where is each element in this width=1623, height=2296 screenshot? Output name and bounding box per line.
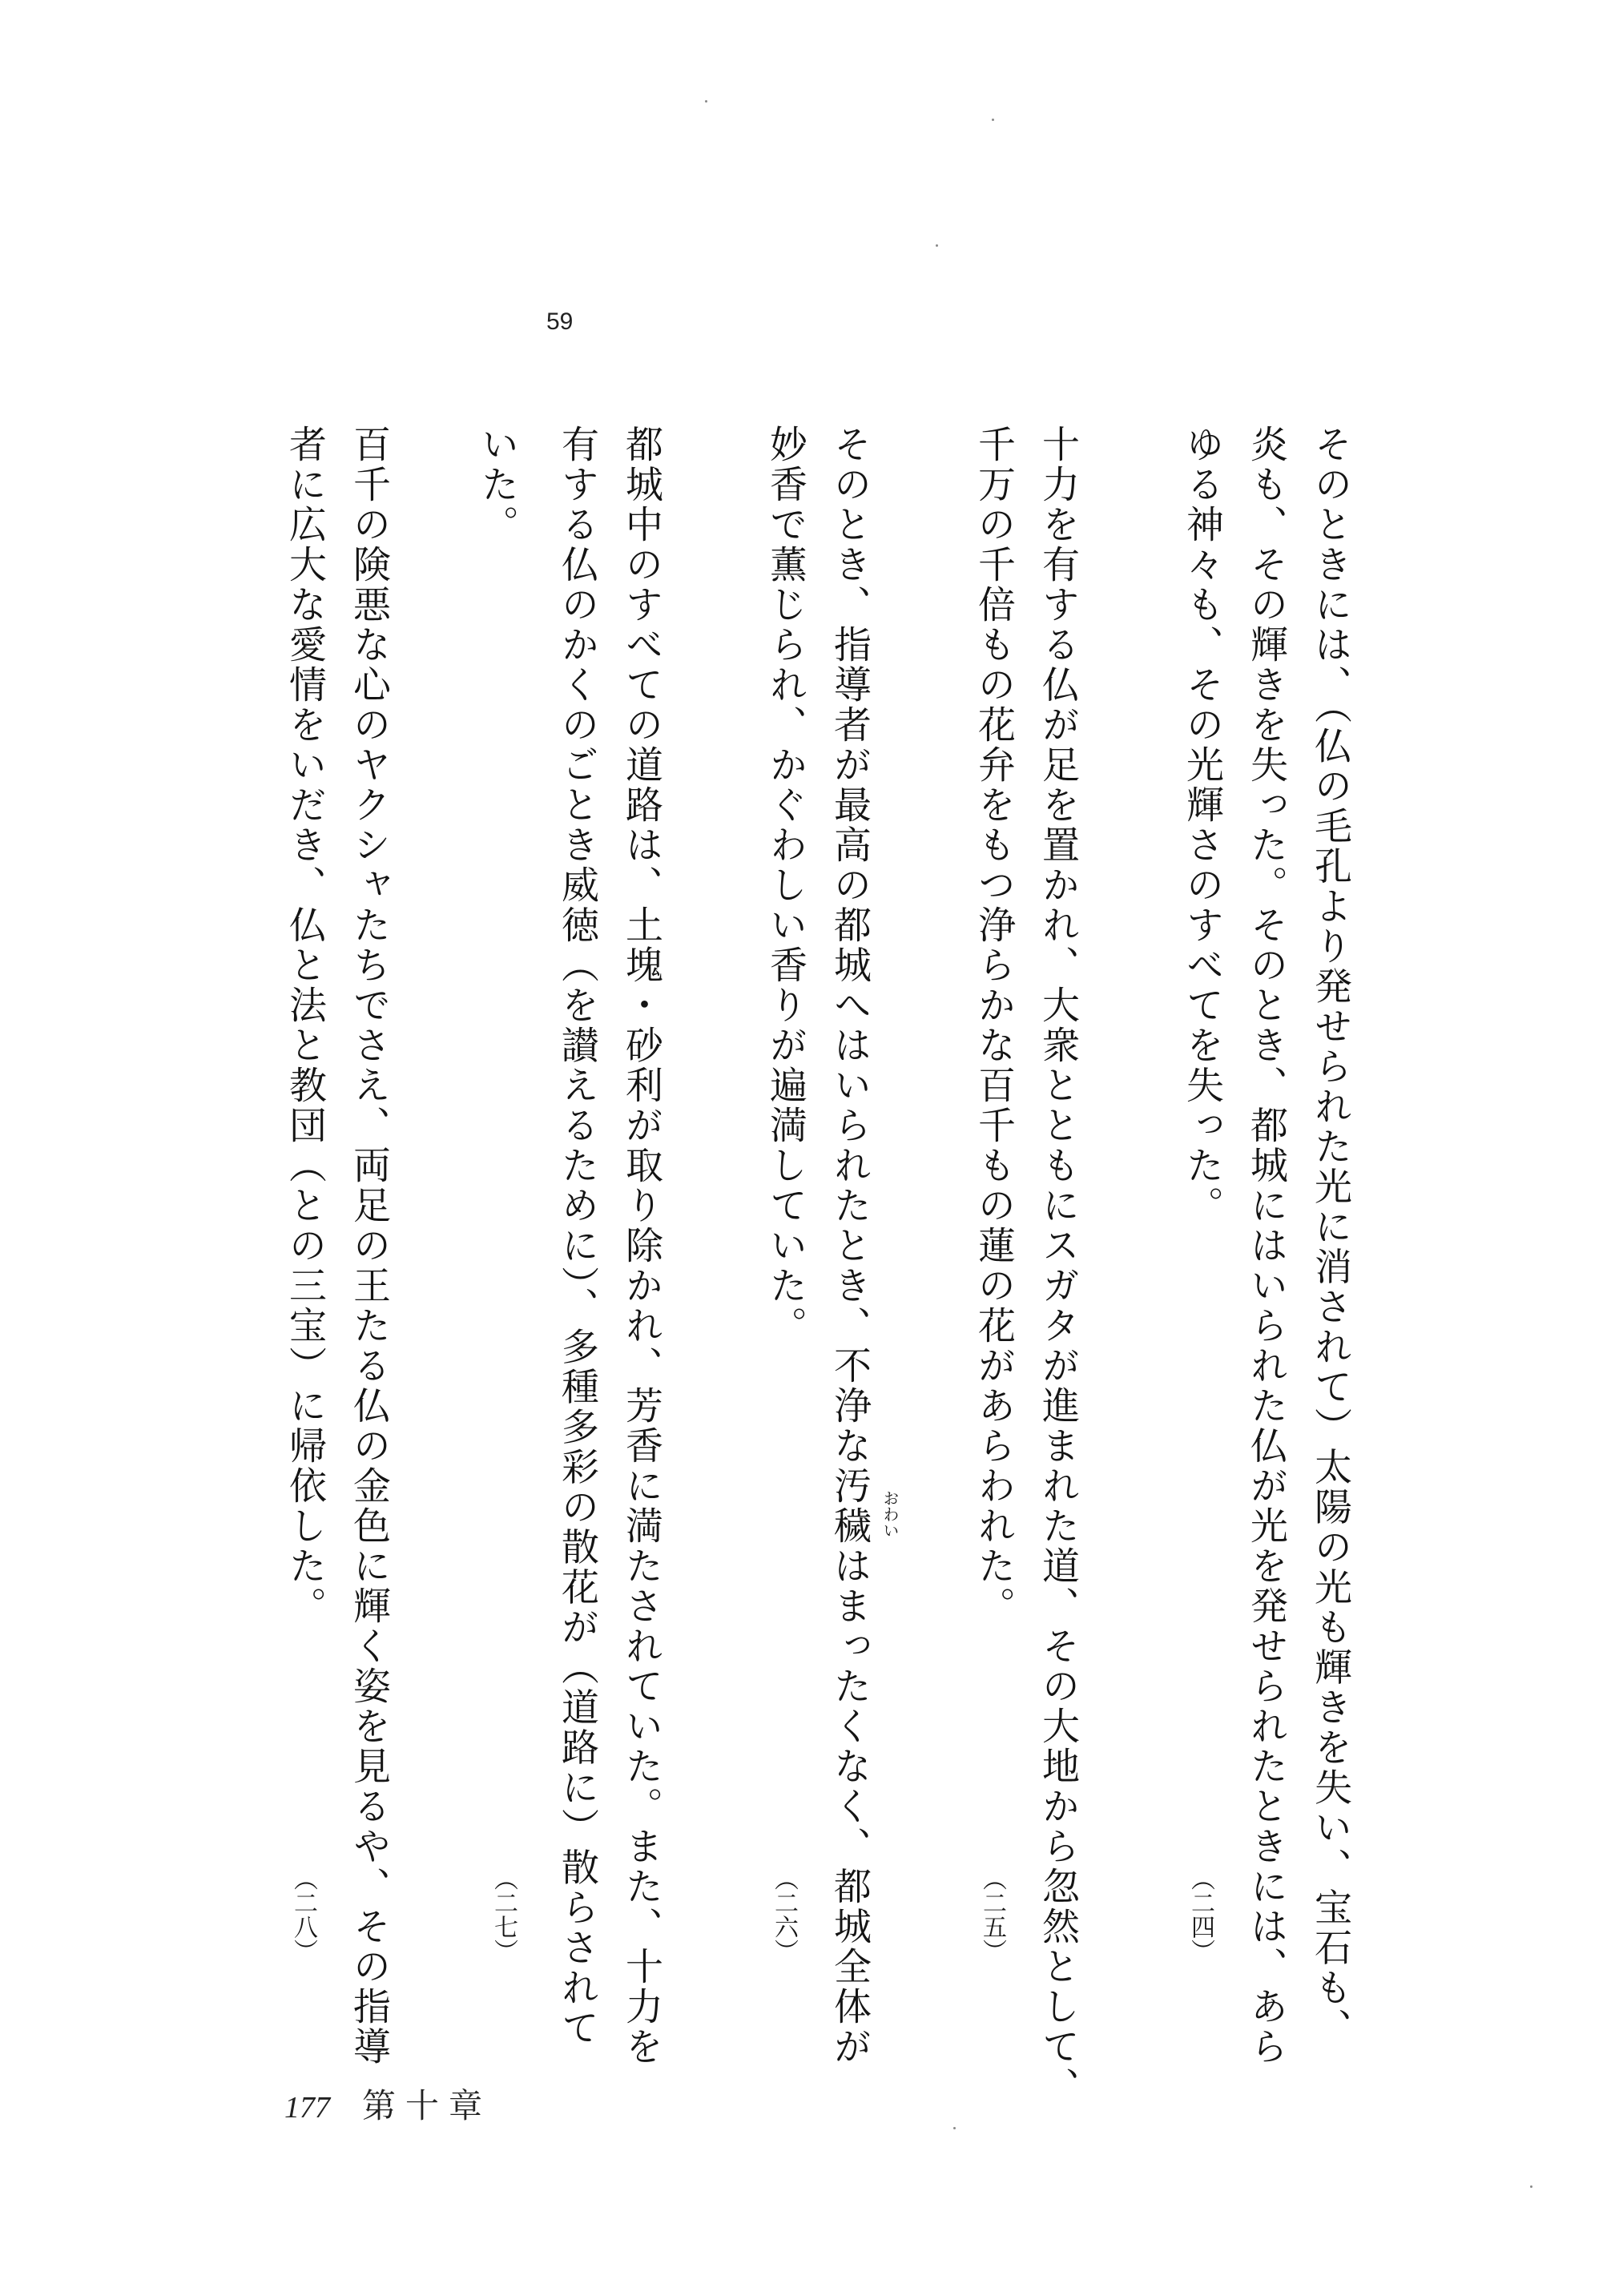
verse-number: （二八）: [289, 1867, 317, 1963]
verse-number: （二四）: [1186, 1867, 1214, 1963]
page-footer: [284, 2080, 492, 2128]
text-column: 千万の千倍もの花弁をもつ浄らかな百千もの蓮の花があらわれた。: [972, 425, 1016, 1626]
verse-number: （二七）: [489, 1867, 518, 1963]
text-column: そのときには、（仏の毛孔より発せられた光に消されて）太陽の光も輝きを失い、宝石も、: [1308, 425, 1352, 2048]
verse-number: （二五）: [978, 1867, 1006, 1963]
scan-speck: [936, 244, 938, 247]
text-column: 百千の険悪な心のヤクシャたちでさえ、両足の王たる仏の金色に輝く姿を見るや、その指導: [347, 425, 391, 2067]
text-column: ゆる神々も、その光輝さのすべてを失った。: [1180, 425, 1224, 1226]
text-column: 妙香で薫じられ、かぐわしい香りが遍満していた。: [763, 425, 807, 1346]
scan-speck: [953, 2127, 956, 2129]
text-column: 都城中のすべての道路は、土塊・砂利が取り除かれ、芳香に満たされていた。また、十力を: [619, 425, 663, 2067]
text-column: 者に広大な愛情をいだき、仏と法と教団（との三宝）に帰依した。: [283, 425, 327, 1626]
text-column: 有する仏のかくのごとき威徳（を讃えるために）、多種多彩の散花が（道路に）散らされて: [555, 425, 599, 2048]
furigana: おわい: [880, 1490, 900, 1538]
scan-speck: [992, 119, 994, 121]
page-number: 59: [546, 308, 574, 335]
text-column: 炎も、その輝きを失った。そのとき、都城にはいられた仏が光を発せられたときには、あら: [1244, 425, 1288, 2067]
text-column: いた。: [475, 425, 519, 545]
text-column: 十力を有する仏が足を置かれ、大衆とともにスガタが進まれた道、その大地から忽然として、: [1036, 425, 1080, 2107]
scan-speck: [705, 100, 707, 103]
scan-speck: [1530, 2185, 1532, 2188]
chapter-title: 第十章: [362, 2086, 493, 2125]
verse-number: （二六）: [770, 1867, 798, 1963]
text-column: そのとき、指導者が最高の都城へはいられたとき、不浄な汚穢はまったくなく、都城全体が: [828, 425, 872, 2067]
folio-number: 177: [284, 2091, 330, 2125]
